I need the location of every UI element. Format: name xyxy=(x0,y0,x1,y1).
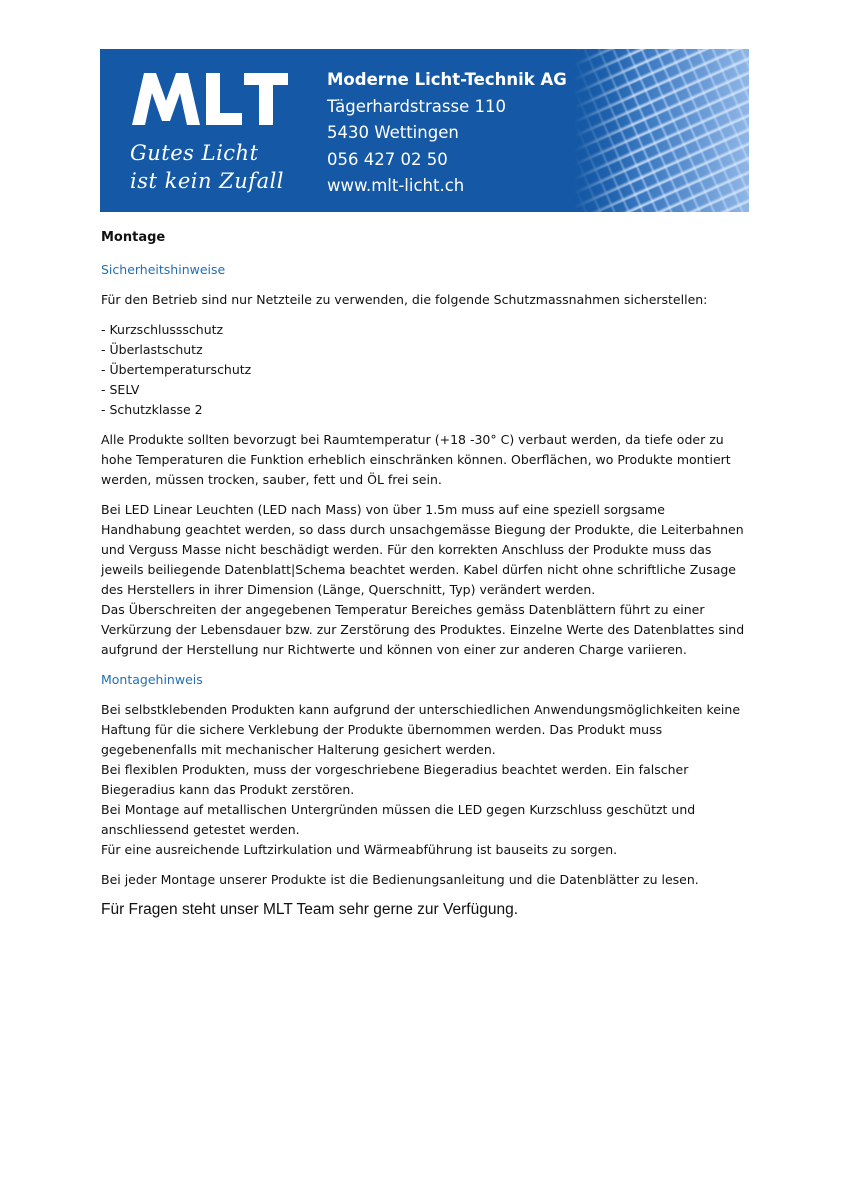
company-name: Moderne Licht-Technik AG xyxy=(327,70,567,89)
company-city: 5430 Wettingen xyxy=(327,123,459,142)
manual-paragraph: Bei jeder Montage unserer Produkte ist die Bedienungsanleitung und die Datenblätter zu lesen. xyxy=(101,872,699,887)
list-item: - SELV xyxy=(101,382,140,397)
slogan-line-2: ist kein Zufall xyxy=(130,169,285,193)
company-website: www.mlt-licht.ch xyxy=(327,176,465,195)
mlt-logo xyxy=(130,71,290,127)
list-item: - Schutzklasse 2 xyxy=(101,402,203,417)
document-body xyxy=(101,228,749,930)
slogan-line-1: Gutes Licht xyxy=(130,141,259,165)
temperature-paragraph: Alle Produkte sollten bevorzugt bei Raumtemperatur (+18 -30° C) verbaut werden, da tiefe oder zu hohe Temperaturen die Funktion erheblich einschränken können. Oberflächen, wo Produkte montiert werden, müssen trocken, sauber, fett und ÖL frei sein. xyxy=(101,432,731,487)
list-item: - Übertemperaturschutz xyxy=(101,362,252,377)
closing-sentence: Für Fragen steht unser MLT Team sehr gerne zur Verfügung. xyxy=(101,901,518,918)
lifetime-paragraph: Das Überschreiten der angegebenen Temperatur Bereiches gemäss Datenblättern führt zu einer Verkürzung der Lebensdauer bzw. zur Zerstörung des Produktes. Einzelne Werte des Datenblattes sind aufgrund der Herstellung nur Richtwerte und können von einer zur anderen Charge variieren. xyxy=(101,602,745,657)
company-phone: 056 427 02 50 xyxy=(327,149,448,169)
document-title: Montage xyxy=(101,230,166,245)
linear-led-paragraph: Bei LED Linear Leuchten (LED nach Mass) von über 1.5m muss auf eine speziell sorgsame Handhabung geachtet werden, so dass durch unsachgemässe Biegung der Produkte, die Leiterbahnen und Verguss Masse nicht beschädigt werden. Für den korrekten Anschluss der Produkte muss das jeweils beiliegende Datenblatt|Schema beachtet werden. Kabel dürfen nicht ohne schriftliche Zusage des Herstellers in ihrer Dimension (Länge, Querschnitt, Typ) verändert werden. xyxy=(101,502,744,597)
led-strip-image xyxy=(574,49,749,212)
company-street: Tägerhardstrasse 110 xyxy=(327,96,506,116)
safety-intro: Für den Betrieb sind nur Netzteile zu verwenden, die folgende Schutzmassnahmen sicherstellen: xyxy=(101,292,708,307)
metal-paragraph: Bei Montage auf metallischen Untergründen müssen die LED gegen Kurzschluss geschützt und anschliessend getestet werden. xyxy=(101,802,696,837)
airflow-paragraph: Für eine ausreichende Luftzirkulation und Wärmeabführung ist bauseits zu sorgen. xyxy=(101,842,618,857)
company-address-block xyxy=(327,67,567,200)
safety-heading: Sicherheitshinweise xyxy=(101,262,226,277)
flex-paragraph: Bei flexiblen Produkten, muss der vorgeschriebene Biegeradius beachtet werden. Ein falscher Biegeradius kann das Produkt zerstören. xyxy=(101,762,689,797)
list-item: - Kurzschlussschutz xyxy=(101,322,224,337)
protection-list xyxy=(101,320,749,420)
header-banner xyxy=(100,49,749,212)
list-item: - Überlastschutz xyxy=(101,342,203,357)
adhesive-paragraph: Bei selbstklebenden Produkten kann aufgrund der unterschiedlichen Anwendungsmöglichkeiten keine Haftung für die sichere Verklebung der Produkte übernommen werden. Das Produkt muss gegebenenfalls mit mechanischer Halterung gesichert werden. xyxy=(101,702,741,757)
mounting-heading: Montagehinweis xyxy=(101,672,203,687)
